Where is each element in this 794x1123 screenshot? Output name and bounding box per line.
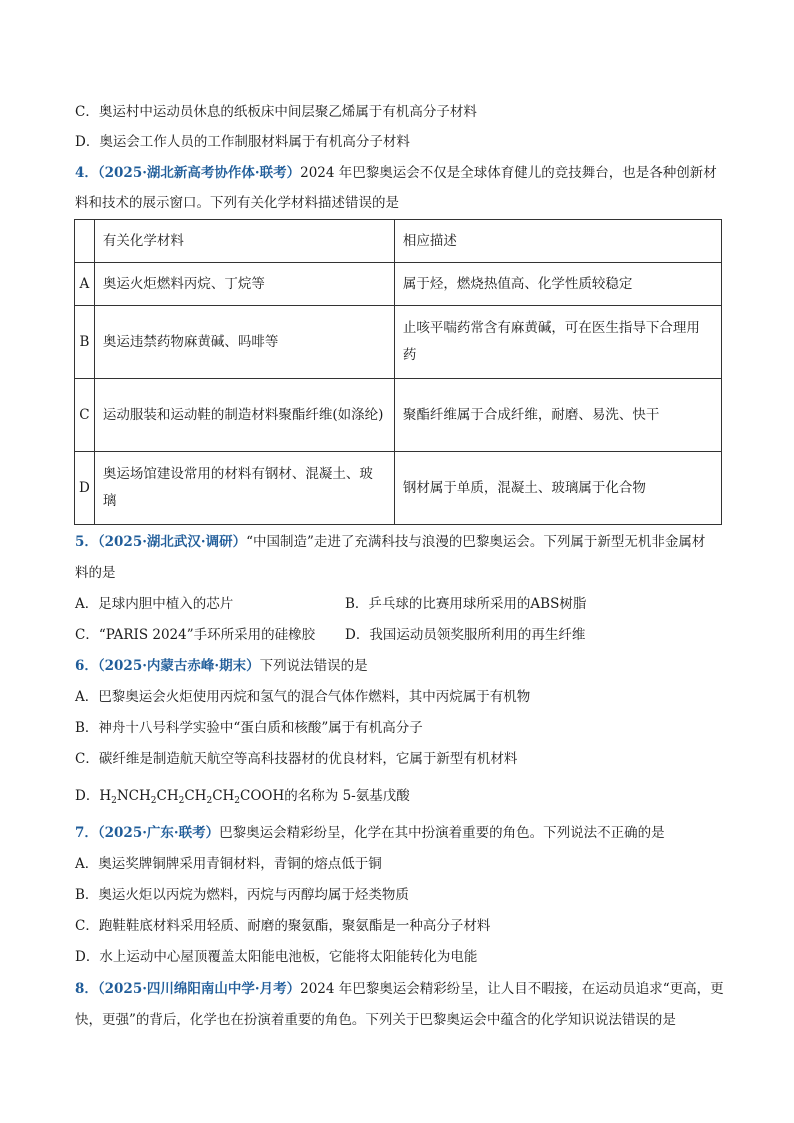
q8-stem-text1: 2024 年巴黎奥运会精彩纷呈，让人目不暇接，在运动员追求“更高，更 (300, 981, 724, 997)
q6-header: 6．（2025·内蒙古赤峰·期末） (75, 658, 260, 674)
q4-options-table (74, 219, 722, 525)
q4-stem-line2: 料和技术的展示窗口。下列有关化学材料描述错误的是 (75, 195, 399, 211)
q7-stem-line (75, 824, 665, 842)
q5-stem-line2: 料的是 (75, 565, 116, 581)
q3-option-c: C．奥运村中运动员休息的纸板床中间层聚乙烯属于有机高分子材料 (75, 104, 477, 120)
q3-option-d: D．奥运会工作人员的工作制服材料属于有机高分子材料 (75, 134, 410, 150)
q5-option-a: A．足球内胆中植入的芯片 (75, 596, 234, 612)
q7-option-c: C．跑鞋鞋底材料采用轻质、耐磨的聚氨酯，聚氨酯是一种高分子材料 (75, 918, 491, 934)
q7-option-b: B．奥运火炬以丙烷为燃料，丙烷与丙醇均属于烃类物质 (75, 887, 409, 903)
table-header-row (75, 220, 722, 263)
q6-stem-text: 下列说法错误的是 (259, 658, 368, 674)
row-label: C (75, 379, 95, 452)
q6-formula: $H_2NCH_2CH_2CH_2CH_2COOH$ (99, 788, 285, 806)
q8-header: 8．（2025·四川绵阳南山中学·月考） (75, 981, 301, 997)
q8-stem-line1 (75, 980, 724, 998)
q7-header: 7．（2025·广东·联考） (75, 825, 220, 841)
row-label: D (75, 452, 95, 525)
row-material: 运动服装和运动鞋的制造材料聚酯纤维(如涤纶) (94, 379, 394, 452)
q4-header: 4．（2025·湖北新高考协作体·联考） (75, 165, 301, 181)
q5-option-c: C．“PARIS 2024”手环所采用的硅橡胶 (75, 627, 316, 643)
q8-stem-line2: 快，更强”的背后，化学也在扮演着重要的角色。下列关于巴黎奥运会中蕴含的化学知识说法错误的是 (75, 1012, 676, 1028)
row-desc: 止咳平喘药常含有麻黄碱，可在医生指导下合理用药 (394, 306, 721, 379)
row-desc: 聚酯纤维属于合成纤维，耐磨、易洗、快干 (394, 379, 721, 452)
q6-option-a: A．巴黎奥运会火炬使用丙烷和氢气的混合气体作燃料，其中丙烷属于有机物 (75, 689, 531, 705)
row-material: 奥运火炬燃料丙烷、丁烷等 (94, 263, 394, 306)
row-label: A (75, 263, 95, 306)
q5-header: 5．（2025·湖北武汉·调研） (75, 534, 247, 550)
row-material: 奥运场馆建设常用的材料有钢材、混凝土、玻璃 (94, 452, 394, 525)
table-header-blank (75, 220, 95, 263)
q5-stem-text1: “中国制造”走进了充满科技与浪漫的巴黎奥运会。下列属于新型无机非金属材 (246, 534, 706, 550)
row-material: 奥运违禁药物麻黄碱、吗啡等 (94, 306, 394, 379)
table-row (75, 379, 722, 452)
q5-stem-line1 (75, 533, 705, 551)
q6-option-d (75, 787, 410, 805)
q7-option-d: D．水上运动中心屋顶覆盖太阳能电池板，它能将太阳能转化为电能 (75, 949, 478, 965)
q5-option-b: B．乒乓球的比赛用球所采用的ABS树脂 (345, 596, 587, 612)
row-desc: 属于烃，燃烧热值高、化学性质较稳定 (394, 263, 721, 306)
row-label: B (75, 306, 95, 379)
row-desc: 钢材属于单质，混凝土、玻璃属于化合物 (394, 452, 721, 525)
table-header-desc: 相应描述 (394, 220, 721, 263)
q7-option-a: A．奥运奖牌铜牌采用青铜材料，青铜的熔点低于铜 (75, 856, 382, 872)
q4-stem-line1 (75, 164, 717, 182)
q6-option-d-suffix: 的名称为 5-氨基戊酸 (284, 788, 410, 804)
q4-stem-text1: 2024 年巴黎奥运会不仅是全球体育健儿的竞技舞台，也是各种创新材 (300, 165, 717, 181)
q7-stem-text: 巴黎奥运会精彩纷呈，化学在其中扮演着重要的角色。下列说法不正确的是 (219, 825, 665, 841)
table-row (75, 306, 722, 379)
q6-option-b: B．神舟十八号科学实验中“蛋白质和核酸”属于有机高分子 (75, 720, 423, 736)
q6-stem-line (75, 657, 368, 675)
table-row (75, 263, 722, 306)
q6-option-c: C．碳纤维是制造航天航空等高科技器材的优良材料，它属于新型有机材料 (75, 751, 518, 767)
q6-option-d-prefix: D． (75, 788, 100, 804)
table-header-material: 有关化学材料 (94, 220, 394, 263)
table-row (75, 452, 722, 525)
q5-option-d: D．我国运动员领奖服所利用的再生纤维 (345, 627, 586, 643)
